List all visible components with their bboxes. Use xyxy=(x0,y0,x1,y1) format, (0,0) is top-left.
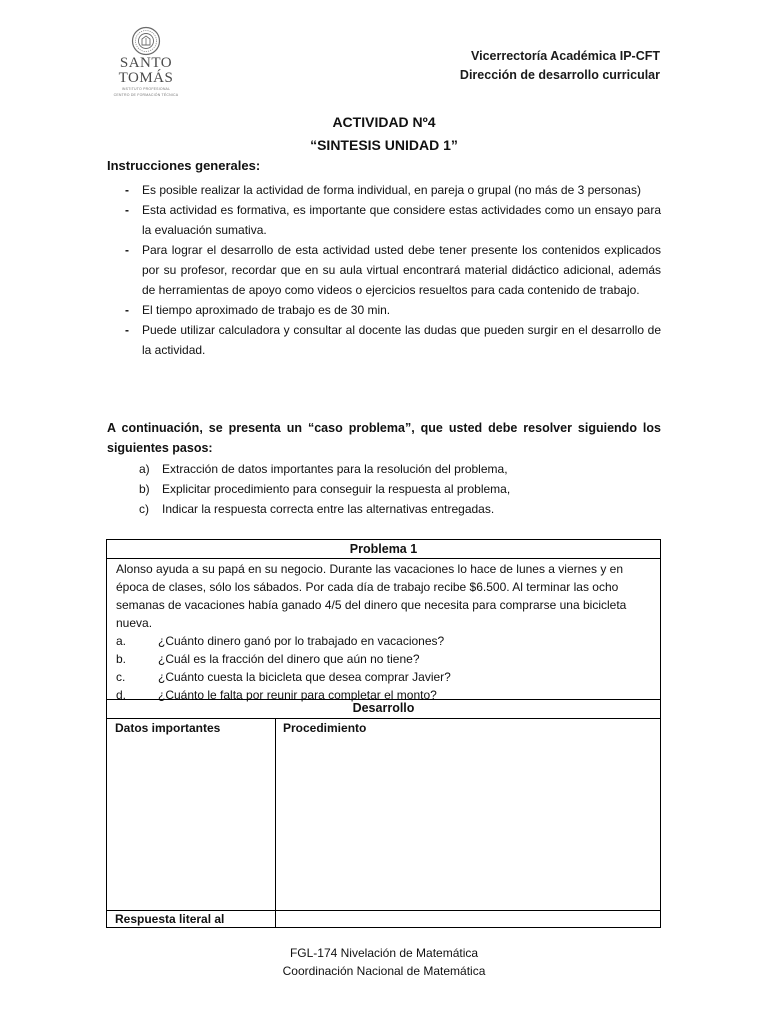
step-marker: a) xyxy=(139,462,150,476)
list-item xyxy=(107,200,661,240)
question-text: ¿Cuánto le falta por reunir para completar el monto? xyxy=(158,688,437,702)
step-text: Indicar la respuesta correcta entre las alternativas entregadas. xyxy=(162,502,495,516)
problem-title: Problema 1 xyxy=(349,542,418,556)
list-item xyxy=(107,300,661,320)
question-text: ¿Cuál es la fracción del dinero que aún no tiene? xyxy=(158,652,420,666)
problem-table xyxy=(106,539,661,928)
list-item xyxy=(107,320,661,360)
table-divider xyxy=(107,699,660,700)
logo-sub-line2: CENTRO DE FORMACIÓN TÉCNICA xyxy=(113,92,179,97)
list-item-text: El tiempo aproximado de trabajo es de 30 min. xyxy=(142,303,391,317)
logo-name-line2: TOMÁS xyxy=(118,70,174,86)
question-marker: d. xyxy=(116,688,127,702)
list-item xyxy=(107,499,661,519)
answer-label: Respuesta literal al xyxy=(115,912,225,926)
bullet-marker: - xyxy=(125,323,129,337)
question-marker: b. xyxy=(116,652,127,666)
logo-sub-line1: INSTITUTO PROFESIONAL xyxy=(121,87,171,91)
instructions-heading: Instrucciones generales: xyxy=(107,158,261,173)
step-text: Explicitar procedimiento para conseguir la respuesta al problema, xyxy=(162,482,511,496)
problem-statement xyxy=(116,560,654,704)
table-divider xyxy=(107,718,660,719)
document-title: ACTIVIDAD Nº4 xyxy=(332,114,436,130)
table-column-divider xyxy=(275,718,276,927)
list-item-text: Esta actividad es formativa, es importante que considere estas actividades como un ensayo para la evaluación sumativa. xyxy=(142,203,661,237)
table-divider xyxy=(107,910,660,911)
step-text: Extracción de datos importantes para la resolución del problema, xyxy=(162,462,508,476)
seal-icon xyxy=(131,26,161,56)
table-divider xyxy=(107,558,660,559)
problem-text: Alonso ayuda a su papá en su negocio. Durante las vacaciones lo hace de lunes a viernes y en época de clases, sólo los sábados. Por cada día de trabajo recibe $6.500. Al terminar las ocho semanas de vacaciones había ganado 4/5 del dinero que necesita para comprarse una bicicleta nueva. xyxy=(116,562,627,630)
instructions-list xyxy=(107,180,661,360)
list-item xyxy=(107,479,661,499)
question-text: ¿Cuánto cuesta la bicicleta que desea comprar Javier? xyxy=(158,670,451,684)
list-item-text: Puede utilizar calculadora y consultar al docente las dudas que pueden surgir en el desarrollo de la actividad. xyxy=(142,323,661,357)
santo-tomas-logo xyxy=(108,26,184,97)
question-list xyxy=(116,632,654,704)
list-item xyxy=(107,240,661,300)
footer-line1: FGL-174 Nivelación de Matemática xyxy=(289,946,479,960)
bullet-marker: - xyxy=(125,203,129,217)
step-marker: c) xyxy=(139,502,149,516)
steps-list xyxy=(107,459,661,519)
step-marker: b) xyxy=(139,482,150,496)
intro-paragraph: A continuación, se presenta un “caso problema”, que usted debe resolver siguiendo los siguientes pasos: xyxy=(107,421,661,455)
list-item xyxy=(116,650,654,668)
logo-name-line1: SANTO xyxy=(119,55,173,71)
data-label: Datos importantes xyxy=(115,721,221,735)
list-item-text: Para lograr el desarrollo de esta actividad usted debe tener presente los contenidos explicados por su profesor, recordar que en su aula virtual encontrará material didáctico adicional, además de herramientas de apoyo como videos o ejercicios resueltos para cada contenido de trabajo. xyxy=(142,243,661,297)
question-marker: a. xyxy=(116,634,127,648)
list-item xyxy=(116,668,654,686)
list-item-text: Es posible realizar la actividad de forma individual, en pareja o grupal (no más de 3 personas) xyxy=(142,183,641,197)
page-footer xyxy=(0,944,768,980)
header-line2: Dirección de desarrollo curricular xyxy=(459,68,660,82)
question-text: ¿Cuánto dinero ganó por lo trabajado en vacaciones? xyxy=(158,634,445,648)
bullet-marker: - xyxy=(125,243,129,257)
footer-line2: Coordinación Nacional de Matemática xyxy=(282,964,486,978)
list-item xyxy=(116,632,654,650)
header-institution xyxy=(460,47,660,85)
question-marker: c. xyxy=(116,670,126,684)
header-line1: Vicerrectoría Académica IP-CFT xyxy=(471,49,660,63)
procedure-label: Procedimiento xyxy=(283,721,367,735)
list-item xyxy=(107,459,661,479)
bullet-marker: - xyxy=(125,303,129,317)
list-item xyxy=(107,180,661,200)
bullet-marker: - xyxy=(125,183,129,197)
development-title: Desarrollo xyxy=(352,701,415,715)
document-subtitle: “SINTESIS UNIDAD 1” xyxy=(310,137,458,153)
